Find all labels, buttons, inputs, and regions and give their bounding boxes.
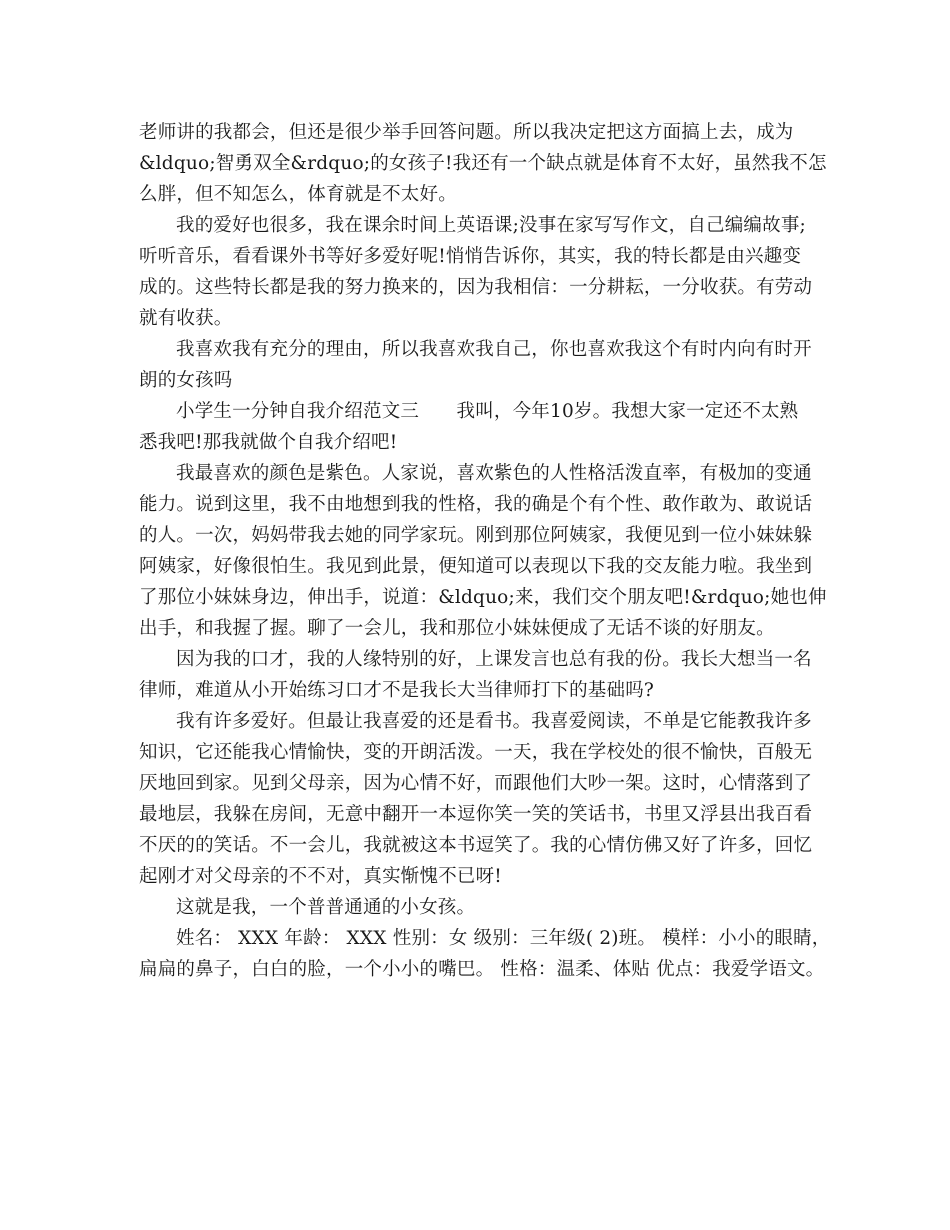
- text-line: 了那位小妹妹身边，伸出手，说道：&ldquo;来，我们交个朋友吧!&rdquo;她也伸: [139, 587, 827, 608]
- text-line: 知识，它还能我心情愉快，变的开朗活泼。一天，我在学校处的很不愉快，百般无: [139, 742, 813, 763]
- text-line: 扁扁的鼻子，白白的脸，一个小小的嘴巴。 性格：温柔、体贴 优点：我爱学语文。: [139, 959, 825, 980]
- text-line: 么胖，但不知怎么，体育就是不太好。: [139, 184, 457, 205]
- text-line: 阿姨家，好像很怕生。我见到此景，便知道可以表现以下我的交友能力啦。我坐到: [139, 556, 813, 577]
- text-line: 我的爱好也很多，我在课余时间上英语课;没事在家写写作文，自己编编故事;: [176, 215, 806, 236]
- text-line: 最地层，我躲在房间，无意中翻开一本逗你笑一笑的笑话书，书里又浮县出我百看: [139, 804, 813, 825]
- text-line: 能力。说到这里，我不由地想到我的性格，我的确是个有个性、敢作敢为、敢说话: [139, 494, 813, 515]
- text-line: 小学生一分钟自我介绍范文三 我叫，今年10岁。我想大家一定还不太熟: [176, 401, 799, 422]
- text-line: 听听音乐，看看课外书等好多爱好呢!悄悄告诉你，其实，我的特长都是由兴趣变: [139, 246, 802, 267]
- text-line: 起刚才对父母亲的不不对，真实惭愧不已呀!: [139, 866, 502, 887]
- text-line: 我最喜欢的颜色是紫色。人家说，喜欢紫色的人性格活泼直率，有极加的变通: [176, 463, 812, 484]
- text-line: 因为我的口才，我的人缘特别的好，上课发言也总有我的份。我长大想当一名: [176, 649, 812, 670]
- text-line: &ldquo;智勇双全&rdquo;的女孩子!我还有一个缺点就是体育不太好，虽然我不怎: [139, 153, 827, 174]
- text-line: 的人。一次，妈妈带我去她的同学家玩。刚到那位阿姨家，我便见到一位小妹妹躲: [139, 525, 813, 546]
- text-line: 老师讲的我都会，但还是很少举手回答问题。所以我决定把这方面搞上去，成为: [139, 122, 794, 143]
- text-line: 就有收获。: [139, 308, 233, 329]
- text-line: 我有许多爱好。但最让我喜爱的还是看书。我喜爱阅读，不单是它能教我许多: [176, 711, 812, 732]
- text-line: 成的。这些特长都是我的努力换来的，因为我相信：一分耕耘，一分收获。有劳动: [139, 277, 813, 298]
- text-line: 我喜欢我有充分的理由，所以我喜欢我自己，你也喜欢我这个有时内向有时开: [176, 339, 812, 360]
- text-line: 朗的女孩吗: [139, 370, 233, 391]
- text-line: 不厌的的笑话。不一会儿，我就被这本书逗笑了。我的心情仿佛又好了许多，回忆: [139, 835, 813, 856]
- text-line: 律师，难道从小开始练习口才不是我长大当律师打下的基础吗?: [139, 680, 655, 701]
- text-line: 厌地回到家。见到父母亲，因为心情不好，而跟他们大吵一架。这时，心情落到了: [139, 773, 813, 794]
- document-body: [139, 117, 839, 985]
- text-line: 出手，和我握了握。聊了一会儿，我和那位小妹妹便成了无话不谈的好朋友。: [139, 618, 775, 639]
- text-line: 悉我吧!那我就做个自我介绍吧!: [139, 432, 398, 453]
- text-line: 姓名： XXX 年龄： XXX 性别：女 级别：三年级( 2)班。 模样：小小的眼睛，: [176, 928, 831, 949]
- text-line: 这就是我，一个普普通通的小女孩。: [176, 897, 476, 918]
